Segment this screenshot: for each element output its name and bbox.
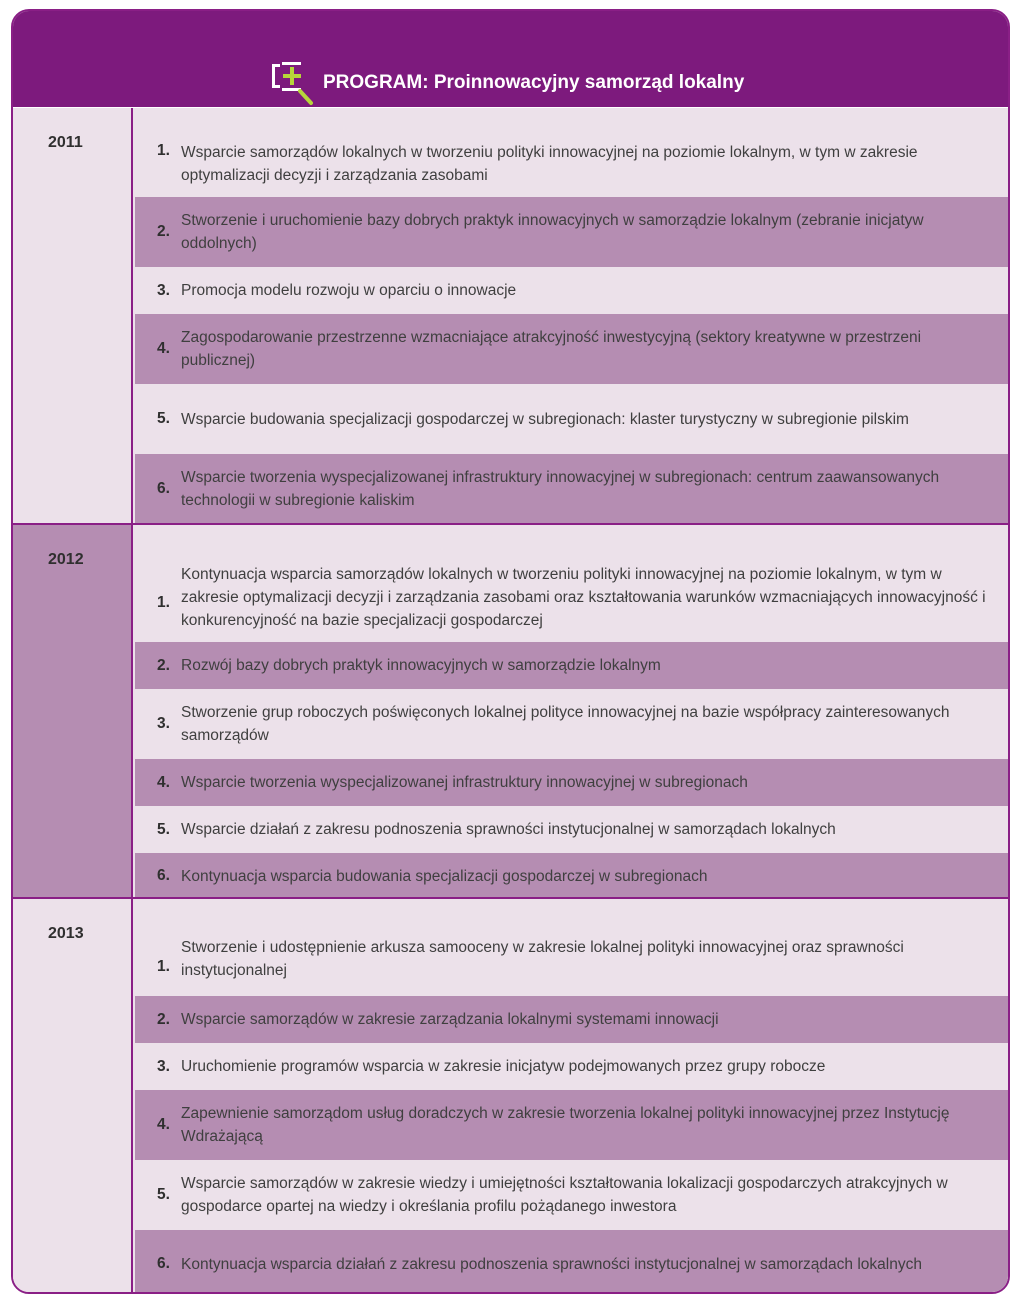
list-item [135, 108, 1008, 197]
item-text: Zagospodarowanie przestrzenne wzmacniające atrakcyjność inwestycyjną (sektory kreatywne w przestrzeni publicznej) [181, 329, 922, 369]
list-item [135, 642, 1008, 689]
item-number: 4. [157, 340, 170, 357]
item-text: Wsparcie działań z zakresu podnoszenia sprawności instytucjonalnej w samorządach lokalnych [181, 821, 836, 838]
item-number: 3. [157, 281, 170, 299]
item-text: Zapewnienie samorządom usług doradczych w zakresie tworzenia lokalnej polityki innowacyjnej przez Instytucję Wdrażającą [181, 1105, 950, 1145]
year-block-2011 [13, 107, 1008, 524]
list-item [135, 197, 1008, 267]
list-item [135, 1160, 1008, 1230]
item-number: 3. [157, 1057, 170, 1075]
item-text: Wsparcie tworzenia wyspecjalizowanej infrastruktury innowacyjnej w subregionach [181, 774, 748, 791]
list-item [135, 1043, 1008, 1090]
item-text: Promocja modelu rozwoju w oparciu o innowacje [181, 282, 517, 299]
list-item [135, 314, 1008, 384]
header-content [271, 54, 744, 104]
item-number: 5. [157, 410, 170, 427]
item-text: Wsparcie tworzenia wyspecjalizowanej infrastruktury innowacyjnej w subregionach: centrum zaawansowanych technologii w subregionie kaliskim [181, 469, 940, 509]
item-text: Stworzenie grup roboczych poświęconych lokalnej polityce innowacyjnej na bazie współpracy zainteresowanych samorządów [181, 704, 950, 744]
list-item [135, 525, 1008, 642]
list-item [135, 899, 1008, 996]
item-text: Wsparcie samorządów w zakresie wiedzy i umiejętności kształtowania lokalizacji gospodarczych atrakcyjnych w gospodarce opartej na wiedzy i określania profilu pożądanego inwestora [181, 1175, 948, 1215]
item-text: Kontynuacja wsparcia samorządów lokalnych w tworzeniu polityki innowacyjnej na poziomie lokalnym, w tym w zakresie optymalizacji decyzji i zarządzania zasobami oraz kształtowania warunków wzmacniających innowacyjność i konkurencyjność na bazie specjalizacji gospodarczej [181, 566, 986, 629]
year-cell [13, 108, 133, 524]
item-number: 6. [157, 480, 170, 497]
item-text: Kontynuacja wsparcia działań z zakresu podnoszenia sprawności instytucjonalnej w samorządach lokalnych [181, 1255, 922, 1273]
list-item [135, 384, 1008, 454]
program-table [11, 9, 1010, 1294]
item-text: Kontynuacja wsparcia budowania specjalizacji gospodarczej w subregionach [181, 867, 708, 885]
year-items [135, 108, 1008, 524]
year-cell [13, 899, 133, 1294]
list-item [135, 1230, 1008, 1294]
item-number: 5. [157, 1186, 170, 1203]
item-number: 2. [157, 223, 170, 240]
year-cell [13, 525, 133, 899]
year-items [135, 899, 1008, 1294]
item-number: 2. [157, 1010, 170, 1028]
item-number: 3. [157, 715, 170, 732]
item-number: 4. [157, 773, 170, 791]
list-item [135, 454, 1008, 524]
page-title: PROGRAM: Proinnowacyjny samorząd lokalny [323, 72, 745, 93]
list-item [135, 996, 1008, 1043]
item-number: 6. [157, 867, 170, 884]
item-text: Rozwój bazy dobrych praktyk innowacyjnych w samorządzie lokalnym [181, 657, 661, 674]
item-number: 2. [157, 656, 170, 674]
year-label: 2011 [48, 134, 83, 151]
item-text: Stworzenie i udostępnienie arkusza samooceny w zakresie lokalnej polityki innowacyjnej oraz sprawności instytucjonalnej [181, 939, 904, 979]
list-item [135, 1090, 1008, 1160]
item-number: 1. [157, 957, 170, 975]
table-header [13, 11, 1008, 107]
list-item [135, 267, 1008, 314]
item-text: Wsparcie samorządów lokalnych w tworzeniu polityki innowacyjnej na poziomie lokalnym, w tym w zakresie optymalizacji decyzji i zarządzania zasobami [181, 144, 918, 184]
item-text: Uruchomienie programów wsparcia w zakresie inicjatyw podejmowanych przez grupy robocze [181, 1058, 826, 1075]
item-number: 5. [157, 820, 170, 838]
year-label: 2012 [48, 551, 84, 568]
item-number: 1. [157, 594, 170, 611]
list-item [135, 759, 1008, 806]
item-text: Wsparcie samorządów w zakresie zarządzania lokalnymi systemami innowacji [181, 1011, 719, 1028]
year-label: 2013 [48, 925, 84, 942]
list-item [135, 689, 1008, 759]
year-block-2012 [13, 523, 1008, 899]
list-item [135, 853, 1008, 899]
item-text: Wsparcie budowania specjalizacji gospodarczej w subregionach: klaster turystyczny w subregionie pilskim [181, 410, 909, 428]
list-item [135, 806, 1008, 853]
item-text: Stworzenie i uruchomienie bazy dobrych praktyk innowacyjnych w samorządzie lokalnym (zebranie inicjatyw oddolnych) [181, 212, 924, 252]
program-table-icon [271, 56, 319, 106]
item-number: 4. [157, 1116, 170, 1133]
item-number: 1. [157, 142, 170, 159]
year-block-2013 [13, 897, 1008, 1294]
item-number: 6. [157, 1255, 170, 1272]
year-items [135, 525, 1008, 899]
